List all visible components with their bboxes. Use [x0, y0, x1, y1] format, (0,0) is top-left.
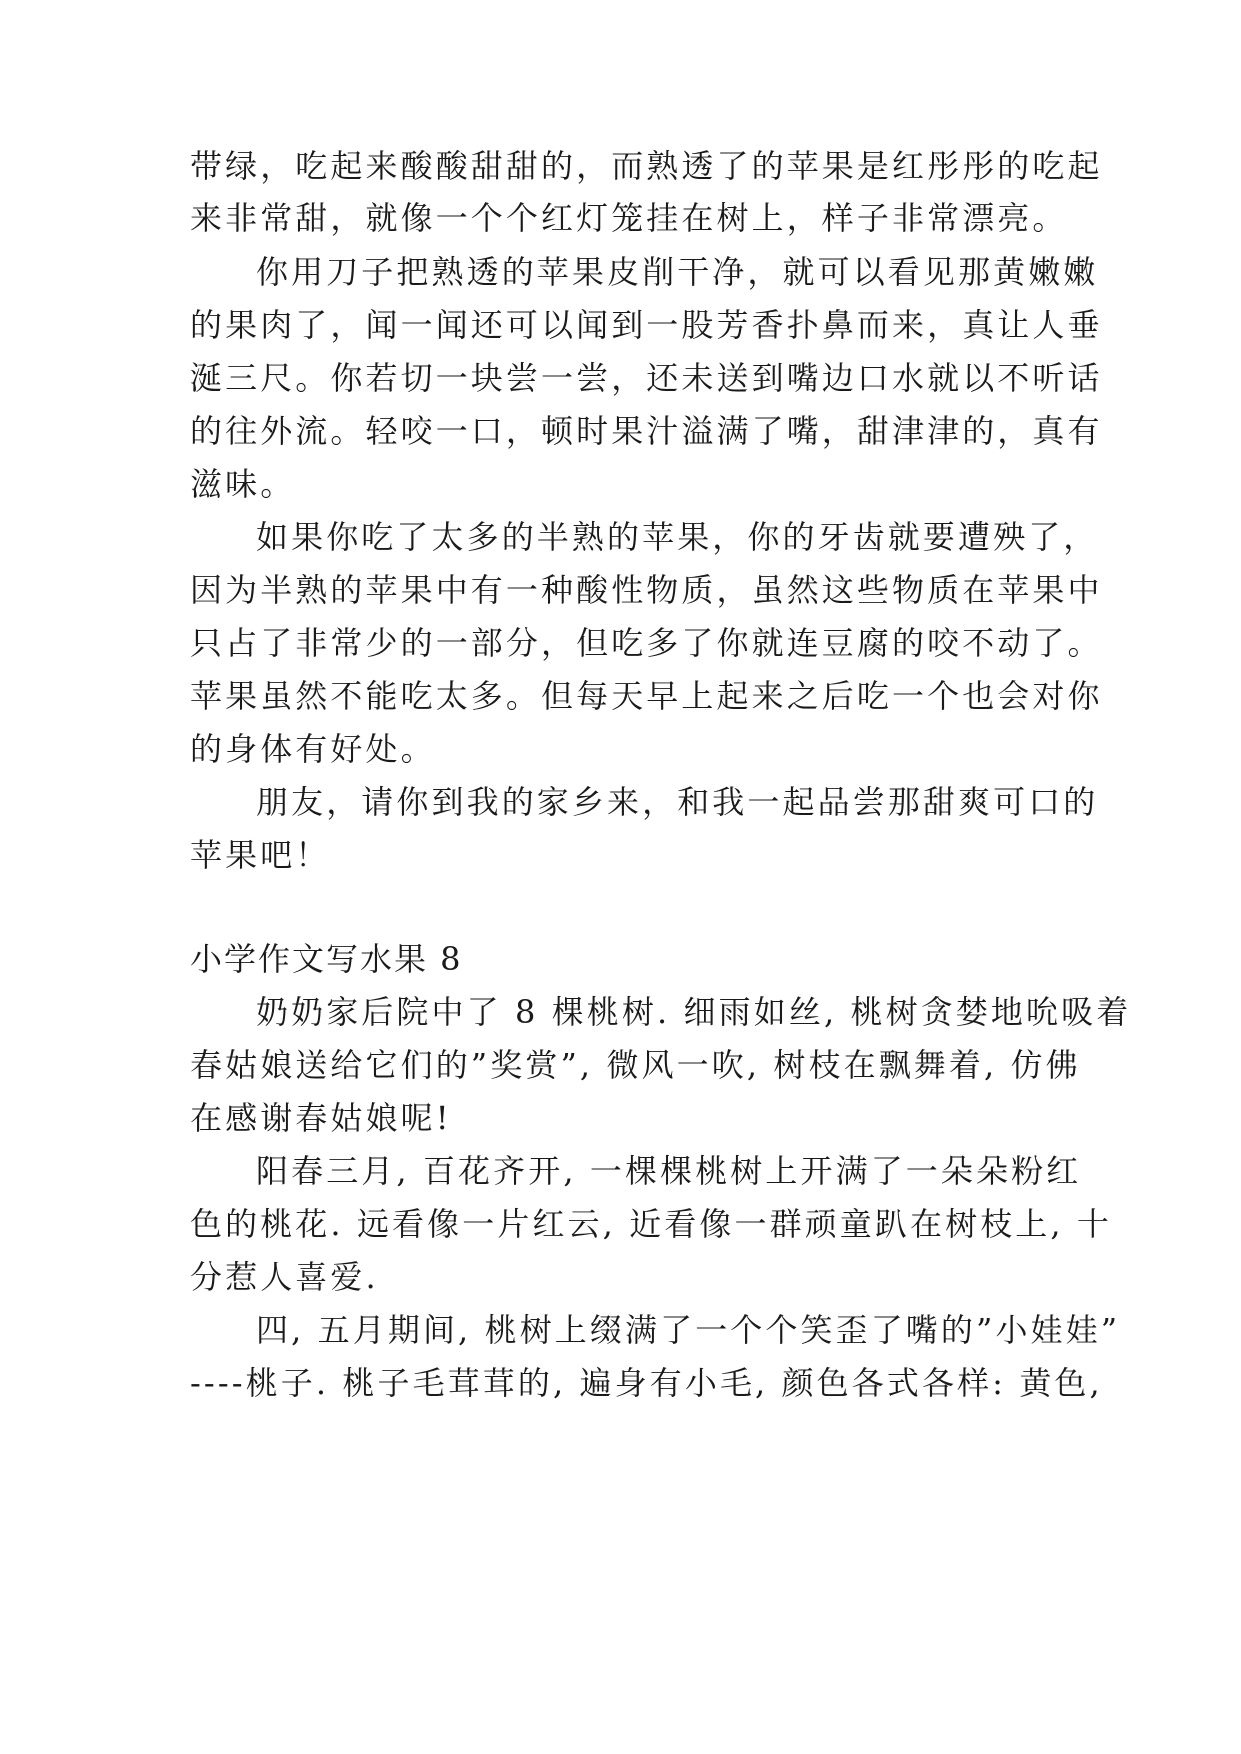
text-line: 涎三尺。你若切一块尝一尝，还未送到嘴边口水就以不听话 — [190, 359, 1103, 397]
text-line: 如果你吃了太多的半熟的苹果，你的牙齿就要遭殃了， — [256, 518, 1099, 556]
text-line: 的果肉了，闻一闻还可以闻到一股芳香扑鼻而来，真让人垂 — [190, 306, 1103, 344]
text-line: 朋友，请你到我的家乡来，和我一起品尝那甜爽可口的 — [256, 783, 1099, 821]
text-line: 你用刀子把熟透的苹果皮削干净，就可以看见那黄嫩嫩 — [256, 253, 1099, 291]
text-line: 阳春三月, 百花齐开, 一棵棵桃树上开满了一朵朵粉红 — [256, 1152, 1082, 1190]
text-line: 带绿，吃起来酸酸甜甜的，而熟透了的苹果是红彤彤的吃起 — [190, 147, 1103, 185]
text-line: 的往外流。轻咬一口，顿时果汁溢满了嘴，甜津津的，真有 — [190, 412, 1103, 450]
text-line: 的身体有好处。 — [190, 730, 436, 768]
text-line: 因为半熟的苹果中有一种酸性物质，虽然这些物质在苹果中 — [190, 571, 1103, 609]
text-line: 只占了非常少的一部分，但吃多了你就连豆腐的咬不动了。 — [190, 624, 1103, 662]
text-line: 苹果吧！ — [190, 836, 331, 874]
text-line: 滋味。 — [190, 465, 296, 503]
text-line: 春姑娘送给它们的”奖赏”, 微风一吹, 树枝在飘舞着, 仿佛 — [190, 1046, 1081, 1084]
section-title: 小学作文写水果 8 — [190, 940, 463, 978]
text-line: 来非常甜，就像一个个红灯笼挂在树上，样子非常漂亮。 — [190, 199, 1068, 237]
text-line: ----桃子. 桃子毛茸茸的, 遍身有小毛, 颜色各式各样: 黄色, — [190, 1364, 1103, 1402]
text-line: 苹果虽然不能吃太多。但每天早上起来之后吃一个也会对你 — [190, 677, 1103, 715]
text-line: 分惹人喜爱. — [190, 1258, 379, 1296]
text-line: 在感谢春姑娘呢! — [190, 1099, 452, 1137]
text-line: 四, 五月期间, 桃树上缀满了一个个笑歪了嘴的”小娃娃” — [256, 1311, 1121, 1349]
text-line: 奶奶家后院中了 8 棵桃树. 细雨如丝, 桃树贪婪地吮吸着 — [256, 993, 1132, 1031]
text-line: 色的桃花. 远看像一片红云, 近看像一群顽童趴在树枝上, 十 — [190, 1205, 1113, 1243]
